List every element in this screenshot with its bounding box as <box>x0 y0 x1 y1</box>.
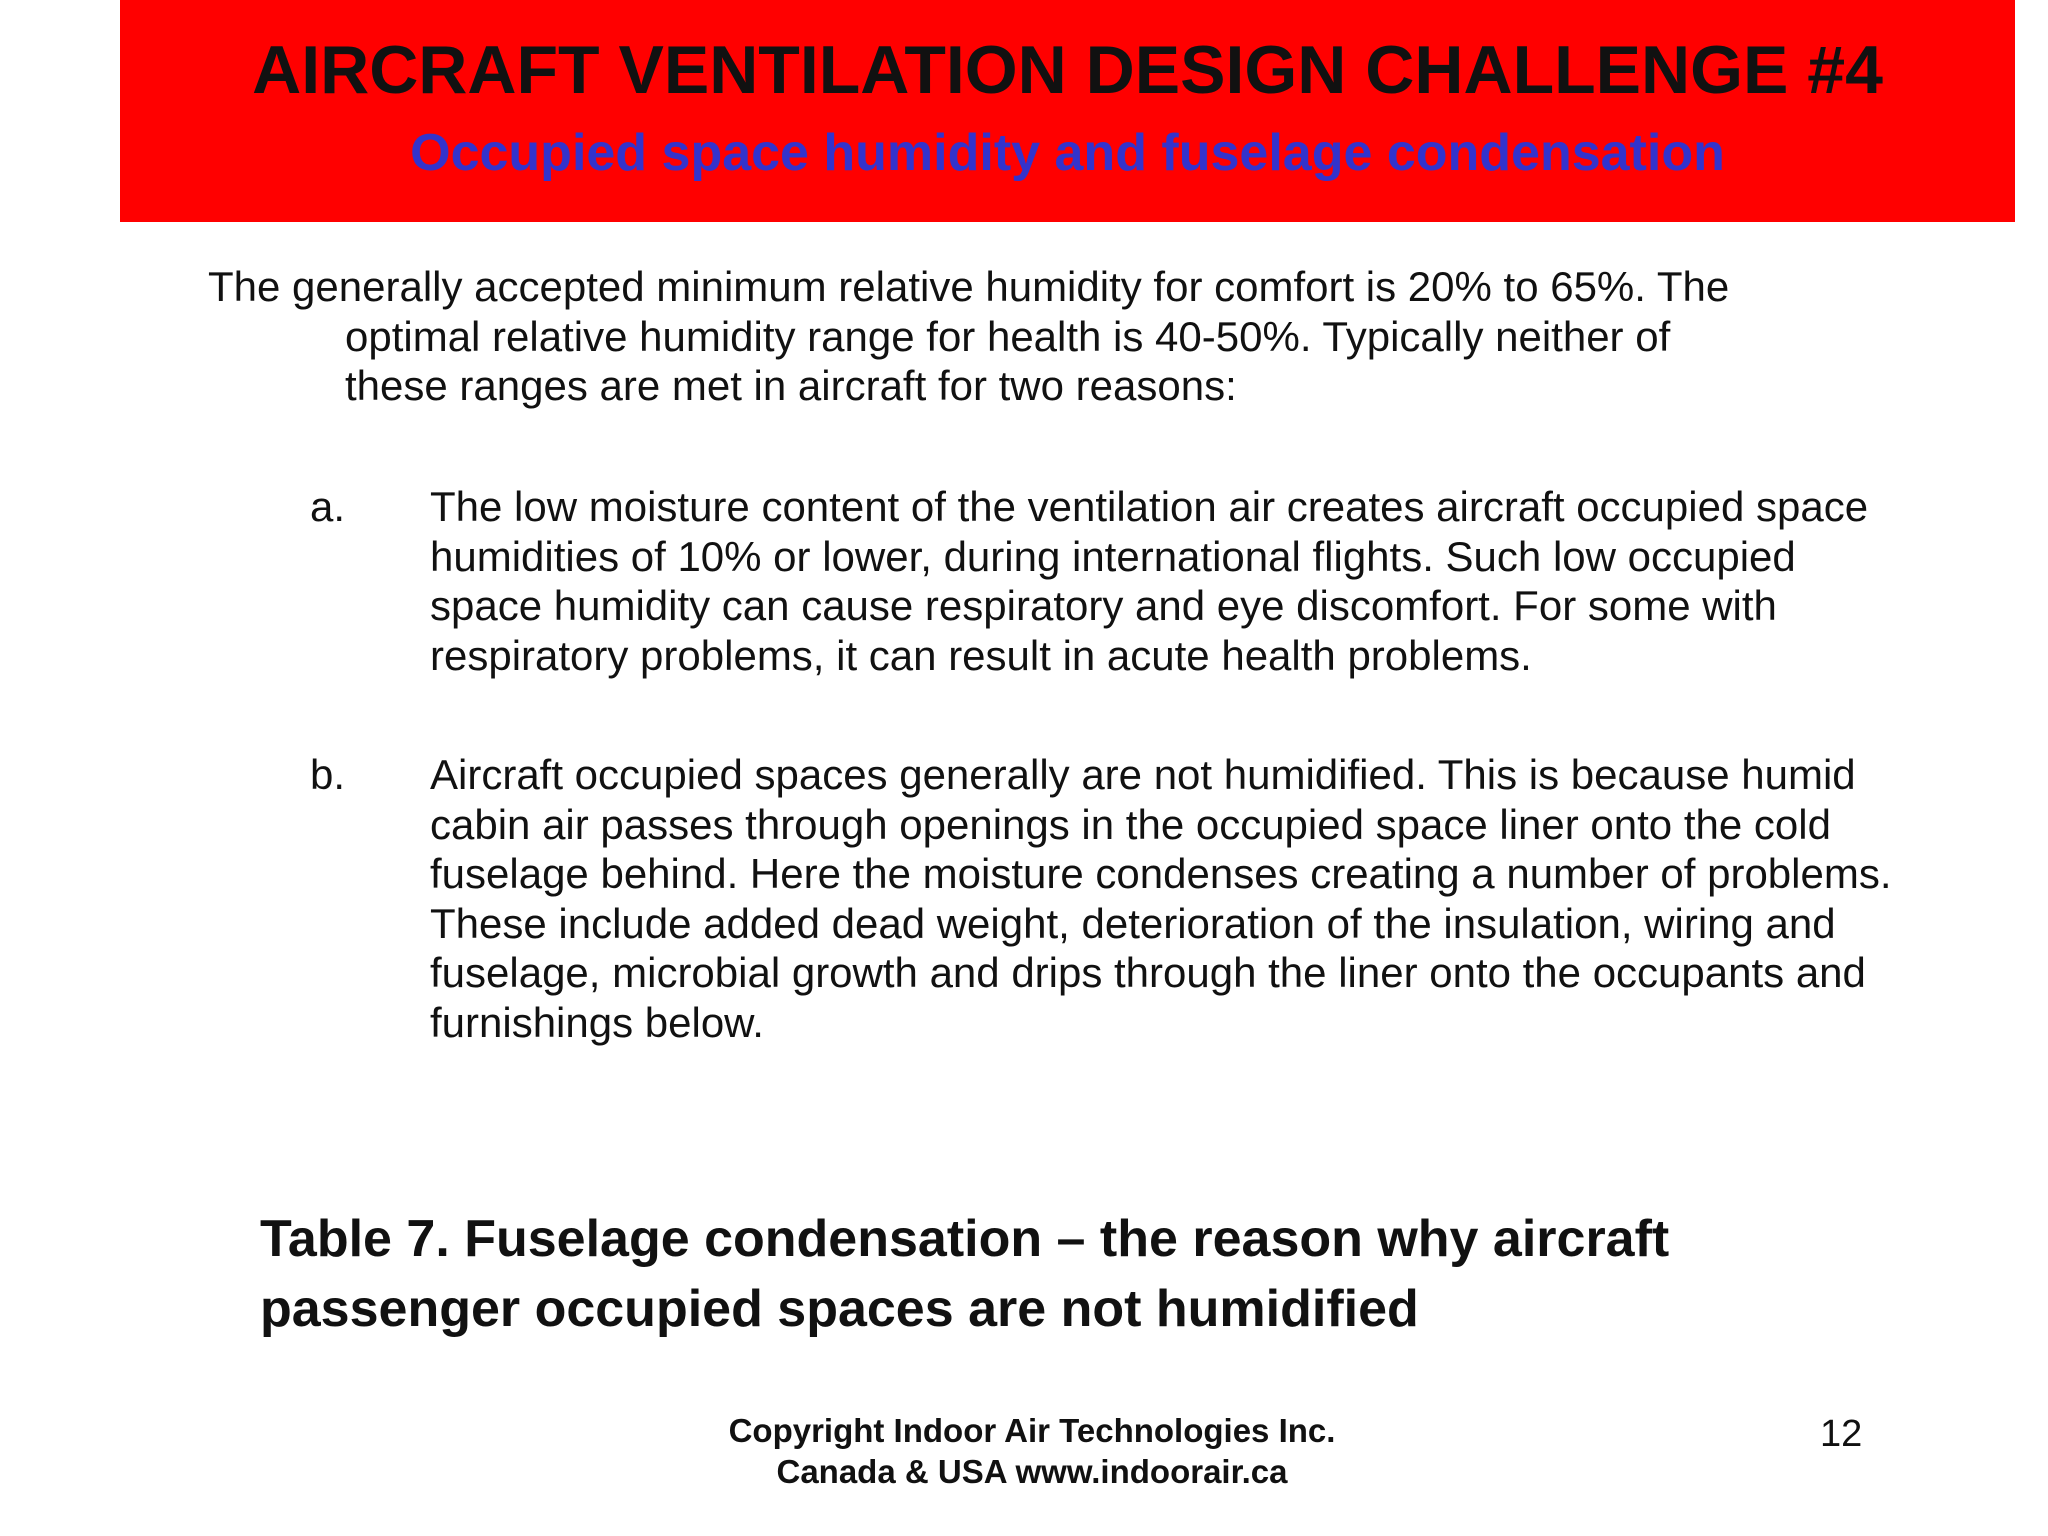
list-text-b: Aircraft occupied spaces generally are not humidified. This is because humid cabin air passes through openings in the occupied space liner onto the cold fuselage behind. Here the moisture condenses creating a number of problems. These include added dead weight, deterioration of the insulation, wiring and fuselage, microbial growth and drips through the liner onto the occupants and furnishings below. <box>430 751 1892 1046</box>
list-marker-a: a. <box>310 483 346 530</box>
intro-continuation: optimal relative humidity range for health is 40-50%. Typically neither of these ranges are met in aircraft for two reasons: <box>345 312 1671 409</box>
copyright-line-2: Canada & USA www.indoorair.ca <box>776 1453 1288 1490</box>
intro-first-line: The generally accepted minimum relative humidity for comfort is 20% to 65%. The <box>208 263 1730 310</box>
intro-paragraph <box>208 262 1908 411</box>
copyright-line-1: Copyright Indoor Air Technologies Inc. <box>728 1412 1336 1449</box>
page-number: 12 <box>1820 1413 1863 1455</box>
slide-title: AIRCRAFT VENTILATION DESIGN CHALLENGE #4 <box>252 32 1883 108</box>
list-text-a: The low moisture content of the ventilation air creates aircraft occupied space humidities of 10% or lower, during international flights. Such low occupied space humidity can cause respiratory and eye discomfort. For some with respiratory problems, it can result in acute health problems. <box>430 483 1869 679</box>
table-caption: Table 7. Fuselage condensation – the reason why aircraft passenger occupied spaces are not humidified <box>260 1210 1670 1338</box>
list-marker-b: b. <box>310 751 346 798</box>
footer-copyright <box>632 1410 1432 1492</box>
slide-subtitle: Occupied space humidity and fuselage condensation <box>410 124 1725 182</box>
header-band <box>120 0 2015 222</box>
